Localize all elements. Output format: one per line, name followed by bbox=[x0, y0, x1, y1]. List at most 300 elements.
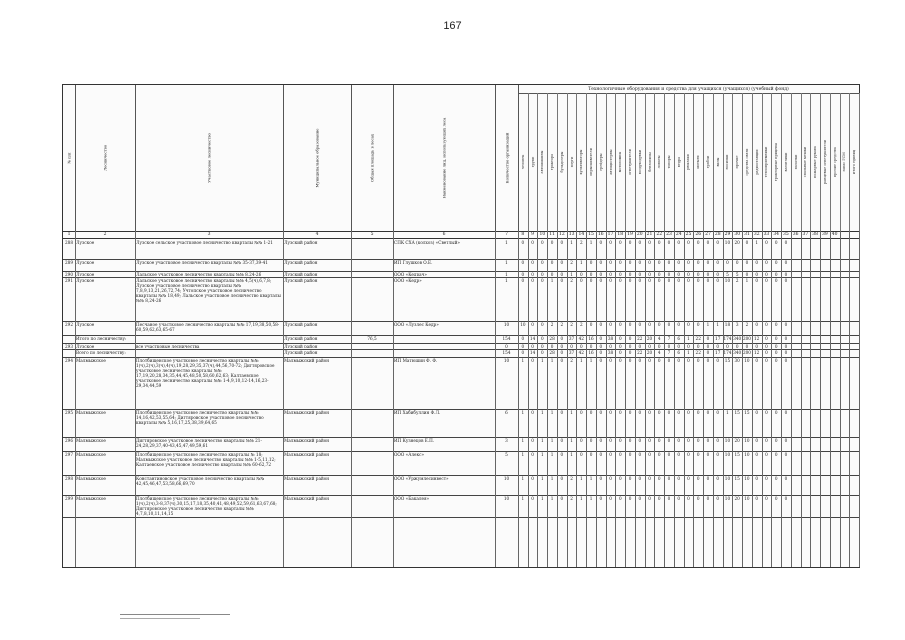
cell-value: 0 bbox=[599, 438, 603, 443]
cell-district: Лальское участковое лесничество кварталы №№ 4,5(ч),6,7,8; Лузское участковое лесничество кварталы №№ 7,8,9,13,21,26,72,74; Учтопское участковое лесничество кварталы №№ 18,49; Лальское участковое лесничество кварталы №№ 8,24-26 bbox=[136, 278, 281, 303]
cell-forestry: Итого по лесничеству: bbox=[76, 336, 127, 341]
cell-value: 1 bbox=[550, 358, 554, 363]
column-number: 38 bbox=[812, 232, 819, 237]
cell-value: 0 bbox=[638, 452, 642, 457]
cell-value: 0 bbox=[618, 410, 622, 415]
grid-line bbox=[351, 231, 352, 567]
cell-value: 0 bbox=[599, 336, 603, 341]
header-column bbox=[75, 85, 136, 231]
equipment-column-label: ранцевые огнетушители bbox=[822, 140, 827, 184]
cell-municipality: Малмыжский район bbox=[284, 476, 330, 481]
cell-value: 0 bbox=[687, 322, 690, 327]
cell-value: 1 bbox=[755, 240, 759, 245]
equipment-column-label: спальные мешки bbox=[803, 146, 808, 178]
cell-value: 0 bbox=[599, 358, 603, 363]
cell-value: 15 bbox=[734, 410, 740, 415]
equipment-column-label: автомашины bbox=[540, 150, 545, 174]
cell-value: 1 bbox=[541, 452, 544, 457]
cell-value: 0 bbox=[609, 496, 612, 501]
column-number: 24 bbox=[675, 232, 682, 237]
cell-value: 0 bbox=[628, 240, 632, 245]
cell-district: Дигтяровское участковое лесничество кварталы №№ 21-24,28,29,37,40-43,45,47,49,59,61 bbox=[136, 438, 262, 448]
cell-value: 1 bbox=[521, 438, 525, 443]
cell-value: 0 bbox=[657, 322, 661, 327]
cell-value: 2 bbox=[550, 322, 554, 327]
cell-district: Лузское сельское участковое лесничество кварталы №№ 1-21 bbox=[136, 240, 273, 245]
cell-municipality: Лузский район bbox=[284, 344, 318, 348]
cell-value: 0 bbox=[657, 240, 661, 245]
header-column bbox=[135, 85, 284, 231]
cell-forestry: Малмыжское bbox=[76, 438, 106, 443]
grid-line bbox=[615, 231, 616, 567]
header-column bbox=[393, 85, 496, 231]
cell-value: 0 bbox=[677, 452, 681, 457]
equipment-column-label: радиостанции bbox=[754, 149, 759, 175]
cell-value: 0 bbox=[648, 344, 651, 349]
cell-value: 0 bbox=[755, 438, 759, 443]
cell-value: 0 bbox=[716, 476, 720, 481]
cell-value: 0 bbox=[579, 452, 583, 457]
cell-value: 0 bbox=[784, 452, 788, 457]
cell-value: 0 bbox=[628, 496, 632, 501]
table-row bbox=[63, 321, 859, 336]
equipment-column-label: итого единиц bbox=[852, 149, 857, 175]
cell-value: 6 bbox=[677, 336, 681, 341]
cell-value: 0 bbox=[628, 476, 632, 481]
equipment-column-label: плуги bbox=[569, 156, 574, 168]
cell-value: 20 bbox=[646, 336, 653, 341]
cell-value: 340 bbox=[733, 336, 742, 341]
cell-value: 0 bbox=[648, 410, 651, 415]
cell-forestry: Малмыжское bbox=[76, 358, 106, 363]
table-row bbox=[63, 495, 859, 518]
cell-value: 0 bbox=[735, 344, 739, 349]
cell-value: 0 bbox=[755, 322, 759, 327]
grid-line bbox=[654, 231, 655, 567]
cell-value: 0 bbox=[589, 260, 593, 265]
cell-value: 1 bbox=[570, 272, 573, 277]
cell-org: ИП Глушков О.Е. bbox=[394, 260, 433, 265]
cell-forestry: Всего по лесничеству: bbox=[76, 350, 126, 355]
column-number: 13 bbox=[568, 232, 575, 237]
cell-value: 1 bbox=[505, 260, 508, 265]
cell-value: 0 bbox=[677, 260, 681, 265]
cell-value: 0 bbox=[677, 322, 681, 327]
cell-value: 1 bbox=[541, 476, 544, 481]
cell-value: 10 bbox=[503, 322, 510, 327]
cell-value: 0 bbox=[638, 240, 642, 245]
column-number: 37 bbox=[802, 232, 809, 237]
cell-value: 0 bbox=[638, 358, 642, 363]
cell-num: 299 bbox=[65, 496, 73, 501]
cell-value: 1 bbox=[521, 452, 525, 457]
cell-value: 0 bbox=[765, 452, 768, 457]
cell-value: 0 bbox=[560, 410, 564, 415]
cell-value: 1 bbox=[589, 240, 593, 245]
cell-value: 0 bbox=[755, 496, 759, 501]
grid-line bbox=[547, 231, 548, 567]
cell-value: 10 bbox=[724, 496, 731, 501]
equipment-column-label: прочие bbox=[735, 155, 740, 169]
cell-value: 1 bbox=[505, 272, 508, 277]
cell-value: 1 bbox=[541, 410, 544, 415]
cell-forestry: Лузское bbox=[76, 344, 95, 348]
cell-value: 0 bbox=[589, 322, 593, 327]
column-number: 30 bbox=[734, 232, 741, 237]
cell-value: 0 bbox=[687, 410, 690, 415]
cell-value: 0 bbox=[765, 350, 768, 355]
cell-org: ИП Кузнецов Е.П. bbox=[394, 438, 435, 443]
equipment-column-label: бензопилы bbox=[647, 152, 652, 172]
cell-value: 0 bbox=[541, 260, 544, 265]
cell-value: 20 bbox=[734, 496, 740, 501]
equipment-column-label: палатки bbox=[793, 154, 798, 170]
cell-value: 7 bbox=[667, 350, 671, 355]
cell-value: 0 bbox=[784, 350, 788, 355]
cell-value: 0 bbox=[618, 438, 622, 443]
cell-value: 18 bbox=[724, 322, 731, 327]
column-number: 26 bbox=[695, 232, 702, 237]
cell-num: 293 bbox=[65, 344, 73, 348]
cell-value: 0 bbox=[609, 476, 612, 481]
cell-value: 0 bbox=[677, 438, 681, 443]
cell-value: 0 bbox=[726, 344, 729, 349]
cell-value: 0 bbox=[677, 272, 681, 277]
cell-value: 2 bbox=[570, 358, 573, 363]
cell-value: 0 bbox=[765, 322, 768, 327]
cell-value: 154 bbox=[502, 336, 511, 341]
cell-value: 1 bbox=[716, 322, 720, 327]
cell-value: 14 bbox=[529, 336, 536, 341]
cell-value: 0 bbox=[531, 410, 534, 415]
cell-value: 7 bbox=[667, 336, 671, 341]
cell-value: 0 bbox=[531, 260, 534, 265]
grid-line bbox=[840, 231, 841, 567]
cell-value: 0 bbox=[560, 438, 564, 443]
table-row bbox=[63, 409, 859, 438]
cell-value: 0 bbox=[667, 260, 671, 265]
cell-value: 10 bbox=[724, 438, 731, 443]
cell-value: 0 bbox=[550, 344, 554, 349]
cell-value: 0 bbox=[599, 322, 603, 327]
column-number: 9 bbox=[531, 232, 535, 237]
grid-line bbox=[664, 231, 665, 567]
column-number: 12 bbox=[558, 232, 565, 237]
cell-value: 0 bbox=[657, 272, 661, 277]
cell-value: 0 bbox=[716, 496, 720, 501]
cell-value: 0 bbox=[521, 344, 525, 349]
cell-value: 0 bbox=[667, 240, 671, 245]
cell-value: 1 bbox=[579, 476, 583, 481]
cell-value: 1 bbox=[521, 410, 525, 415]
header-column-label: Количество организаций bbox=[504, 132, 509, 184]
column-number: 29 bbox=[724, 232, 731, 237]
cell-value: 0 bbox=[765, 438, 768, 443]
table-row bbox=[63, 451, 859, 476]
equipment-column-label: ведра bbox=[676, 156, 681, 168]
column-number: 2 bbox=[103, 232, 107, 237]
cell-area bbox=[352, 350, 392, 356]
cell-value: 16 bbox=[588, 350, 594, 355]
column-number: 4 bbox=[315, 232, 319, 237]
cell-value: 0 bbox=[599, 350, 603, 355]
cell-value: 0 bbox=[609, 322, 612, 327]
grid-line bbox=[742, 231, 743, 567]
cell-value: 1 bbox=[550, 278, 554, 283]
cell-value: 174 bbox=[723, 336, 732, 341]
column-number: 18 bbox=[617, 232, 624, 237]
cell-value: 1 bbox=[687, 336, 690, 341]
cell-value: 0 bbox=[696, 438, 700, 443]
cell-value: 0 bbox=[687, 358, 690, 363]
cell-area: 76,5 bbox=[367, 336, 377, 341]
cell-value: 0 bbox=[628, 278, 632, 283]
grid-line bbox=[684, 231, 685, 567]
cell-value: 0 bbox=[531, 278, 534, 283]
cell-value: 10 bbox=[724, 476, 731, 481]
cell-value: 0 bbox=[745, 272, 749, 277]
cell-value: 1 bbox=[589, 358, 593, 363]
cell-value: 0 bbox=[638, 272, 642, 277]
cell-value: 0 bbox=[667, 278, 671, 283]
cell-value: 0 bbox=[687, 496, 690, 501]
cell-value: 0 bbox=[716, 278, 720, 283]
cell-value: 0 bbox=[784, 336, 788, 341]
cell-value: 0 bbox=[550, 272, 554, 277]
cell-value: 1 bbox=[589, 476, 593, 481]
cell-value: 0 bbox=[628, 336, 632, 341]
grid-line bbox=[820, 231, 821, 567]
cell-num: 289 bbox=[65, 260, 73, 265]
cell-value: 0 bbox=[589, 452, 593, 457]
cell-value: 17 bbox=[715, 336, 721, 341]
grid-line bbox=[810, 231, 811, 567]
cell-value: 15 bbox=[734, 452, 740, 457]
cell-value: 2 bbox=[570, 278, 573, 283]
cell-value: 0 bbox=[618, 452, 622, 457]
cell-value: 0 bbox=[706, 260, 710, 265]
cell-value: 0 bbox=[531, 272, 534, 277]
cell-value: 0 bbox=[774, 452, 778, 457]
cell-value: 0 bbox=[755, 278, 759, 283]
cell-num: 291 bbox=[65, 278, 73, 283]
cell-value: 0 bbox=[677, 410, 681, 415]
cell-value: 2 bbox=[570, 322, 573, 327]
cell-value: 0 bbox=[638, 496, 642, 501]
grid-line bbox=[518, 231, 519, 567]
cell-value: 0 bbox=[657, 344, 661, 349]
cell-value: 1 bbox=[521, 496, 525, 501]
cell-value: 0 bbox=[716, 410, 720, 415]
cell-value: 0 bbox=[657, 410, 661, 415]
equipment-column-label: грабли bbox=[705, 155, 710, 169]
cell-value: 15 bbox=[724, 358, 731, 363]
column-number: 25 bbox=[685, 232, 692, 237]
cell-value: 1 bbox=[745, 278, 749, 283]
equipment-column-label: носилки bbox=[725, 154, 730, 170]
cell-value: 0 bbox=[774, 438, 778, 443]
cell-value: 0 bbox=[687, 240, 690, 245]
cell-org: ООО «Алекс» bbox=[394, 452, 425, 457]
cell-value: 5 bbox=[726, 272, 729, 277]
cell-value: 0 bbox=[638, 322, 642, 327]
cell-area bbox=[352, 344, 392, 348]
cell-value: 1 bbox=[579, 260, 583, 265]
cell-value: 1 bbox=[550, 438, 554, 443]
cell-value: 0 bbox=[599, 496, 603, 501]
cell-municipality: Малмыжский район bbox=[284, 438, 330, 443]
column-number: 40 bbox=[831, 232, 838, 237]
cell-value: 10 bbox=[744, 358, 750, 363]
cell-value: 0 bbox=[618, 260, 622, 265]
cell-value: 0 bbox=[696, 410, 700, 415]
table-row bbox=[63, 357, 859, 410]
cell-value: 0 bbox=[657, 476, 661, 481]
cell-value: 2 bbox=[560, 322, 564, 327]
cell-value: 0 bbox=[609, 410, 612, 415]
cell-value: 0 bbox=[774, 260, 778, 265]
cell-value: 1 bbox=[579, 358, 583, 363]
header-column bbox=[351, 85, 394, 231]
column-number: 1 bbox=[67, 232, 71, 237]
column-number: 10 bbox=[539, 232, 546, 237]
page-number: 167 bbox=[443, 20, 462, 32]
cell-value: 1 bbox=[550, 410, 554, 415]
cell-municipality: Малмыжский район bbox=[284, 358, 330, 363]
cell-value: 1 bbox=[550, 452, 554, 457]
cell-value: 0 bbox=[628, 344, 632, 349]
cell-value: 1 bbox=[541, 358, 544, 363]
table-row bbox=[63, 437, 859, 452]
cell-value: 0 bbox=[638, 438, 642, 443]
cell-num: 288 bbox=[65, 240, 73, 245]
cell-value: 0 bbox=[541, 278, 544, 283]
cell-forestry: Лузское bbox=[76, 272, 95, 276]
cell-district: все участковые лесничества bbox=[136, 344, 200, 348]
cell-value: 154 bbox=[502, 350, 511, 355]
header-column-label: Общая площадь в лесах bbox=[369, 134, 375, 182]
cell-value: 20 bbox=[646, 350, 653, 355]
cell-value: 0 bbox=[696, 358, 700, 363]
cell-value: 0 bbox=[579, 410, 583, 415]
equipment-column-label: тракторные прицепы bbox=[774, 142, 779, 182]
equipment-column-label: мотопомпы bbox=[618, 151, 623, 173]
cell-org bbox=[394, 350, 494, 356]
cell-value: 0 bbox=[550, 240, 554, 245]
cell-value: 0 bbox=[774, 272, 778, 277]
cell-value: 0 bbox=[560, 240, 564, 245]
cell-value: 0 bbox=[735, 260, 739, 265]
cell-value: 0 bbox=[716, 260, 720, 265]
cell-value: 5 bbox=[505, 452, 508, 457]
cell-value: 1 bbox=[570, 438, 573, 443]
cell-municipality: Лузский район bbox=[284, 272, 318, 276]
cell-forestry: Малмыжское bbox=[76, 476, 106, 481]
grid-line bbox=[586, 231, 587, 567]
grid-line bbox=[674, 231, 675, 567]
cell-value: 17 bbox=[715, 350, 721, 355]
column-number: 27 bbox=[705, 232, 711, 237]
cell-value: 0 bbox=[784, 344, 788, 349]
cell-num: 296 bbox=[65, 438, 73, 443]
cell-district: Плотбищенское участковое лесничество кварталы №№ 14,16,42,53,55,64; Дигтяровское участковое лесничество кварталы №№ 5,16,17,25,38,39,64,65 bbox=[136, 410, 264, 425]
cell-municipality: Лузский район bbox=[284, 336, 318, 341]
grid-line bbox=[752, 231, 753, 567]
cell-value: 0 bbox=[628, 322, 632, 327]
footer-rule bbox=[120, 614, 230, 615]
table-row bbox=[63, 277, 859, 322]
cell-value: 200 bbox=[742, 350, 751, 355]
grid-line bbox=[703, 231, 704, 567]
cell-value: 0 bbox=[560, 452, 564, 457]
cell-value: 0 bbox=[609, 240, 612, 245]
cell-value: 0 bbox=[765, 272, 768, 277]
cell-value: 0 bbox=[667, 452, 671, 457]
cell-num bbox=[64, 336, 74, 342]
cell-value: 0 bbox=[541, 336, 544, 341]
cell-value: 0 bbox=[706, 240, 710, 245]
header-column-label: Лесничество bbox=[102, 144, 108, 172]
cell-value: 0 bbox=[648, 452, 651, 457]
equipment-column-label: человек bbox=[520, 154, 525, 170]
cell-value: 0 bbox=[774, 350, 778, 355]
cell-value: 22 bbox=[637, 336, 643, 341]
column-number: 15 bbox=[588, 232, 594, 237]
grid-line bbox=[830, 231, 831, 567]
cell-org: ИП Хабибуллин Ф.Л. bbox=[394, 410, 441, 415]
cell-value: 4 bbox=[657, 350, 661, 355]
column-number: 20 bbox=[636, 232, 643, 237]
cell-value: 0 bbox=[706, 496, 710, 501]
cell-value: 15 bbox=[744, 410, 750, 415]
cell-value: 0 bbox=[531, 240, 534, 245]
cell-value: 0 bbox=[706, 350, 710, 355]
table-header bbox=[63, 85, 859, 232]
grid-line bbox=[781, 231, 782, 567]
cell-org: ООО «Лузлес Кедр» bbox=[394, 322, 439, 327]
grid-line bbox=[849, 231, 850, 567]
header-column bbox=[495, 85, 519, 231]
cell-value: 0 bbox=[677, 476, 681, 481]
cell-value: 0 bbox=[541, 272, 544, 277]
cell-value: 0 bbox=[677, 344, 681, 349]
footer-rule-secondary bbox=[120, 618, 200, 619]
cell-value: 0 bbox=[784, 358, 788, 363]
cell-value: 0 bbox=[618, 336, 622, 341]
cell-value: 0 bbox=[774, 496, 778, 501]
cell-value: 0 bbox=[687, 476, 690, 481]
cell-value: 10 bbox=[724, 240, 731, 245]
cell-value: 0 bbox=[716, 358, 720, 363]
equipment-column-label: лопаты bbox=[657, 155, 662, 169]
cell-value: 1 bbox=[726, 410, 729, 415]
column-number: 33 bbox=[763, 232, 770, 237]
cell-area bbox=[352, 438, 392, 450]
cell-value: 3 bbox=[735, 322, 739, 327]
cell-municipality: Лузский район bbox=[284, 278, 318, 283]
cell-value: 0 bbox=[667, 438, 671, 443]
grid-line bbox=[801, 231, 802, 567]
cell-value: 1 bbox=[570, 452, 573, 457]
cell-value: 1 bbox=[570, 410, 573, 415]
cell-value: 0 bbox=[716, 452, 720, 457]
cell-value: 0 bbox=[706, 476, 710, 481]
cell-value: 0 bbox=[696, 452, 700, 457]
cell-area bbox=[352, 278, 392, 320]
cell-value: 0 bbox=[774, 278, 778, 283]
cell-value: 1 bbox=[541, 438, 544, 443]
cell-value: 0 bbox=[667, 476, 671, 481]
